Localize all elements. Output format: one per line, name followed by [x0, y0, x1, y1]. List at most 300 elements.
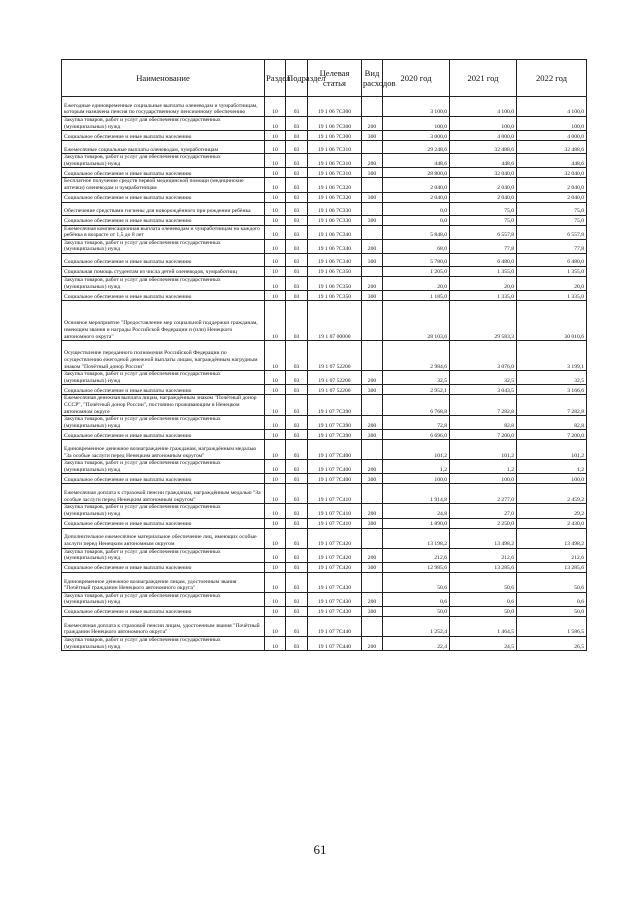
- cell-y2020: 50,0: [383, 607, 450, 617]
- cell-r: 10: [265, 276, 286, 290]
- cell-cs: 19 1 06 7С310: [308, 154, 362, 168]
- cell-y2022: 2 459,2: [517, 484, 587, 504]
- cell-r: 10: [265, 385, 286, 395]
- cell-p: 03: [286, 301, 308, 341]
- cell-r: 10: [265, 592, 286, 606]
- cell-cs: 19 1 07 7С430: [308, 572, 362, 592]
- cell-y2021: 1 335,0: [450, 291, 517, 301]
- cell-y2022: 2 430,0: [517, 518, 587, 528]
- cell-y2020: 6 768,8: [383, 395, 450, 416]
- cell-cs: 19 1 06 7С330: [308, 202, 362, 215]
- cell-p: 03: [286, 440, 308, 460]
- cell-cs: 19 1 07 7С420: [308, 548, 362, 562]
- cell-y2022: 50,6: [517, 572, 587, 592]
- cell-p: 03: [286, 518, 308, 528]
- cell-vr: 200: [362, 117, 383, 131]
- cell-vr: 200: [362, 371, 383, 385]
- cell-name: Социальное обеспечение и иные выплаты населению: [62, 385, 265, 395]
- cell-y2021: 101,2: [450, 440, 517, 460]
- cell-y2020: 2 984,6: [383, 341, 450, 371]
- table-row: [62, 440, 587, 460]
- cell-r: 10: [265, 416, 286, 430]
- cell-r: 10: [265, 239, 286, 253]
- cell-cs: 19 1 06 7С330: [308, 215, 362, 225]
- cell-y2020: 1 185,0: [383, 291, 450, 301]
- table-row: [62, 528, 587, 548]
- cell-p: 03: [286, 97, 308, 117]
- cell-r: 10: [265, 341, 286, 371]
- table-row: [62, 504, 587, 518]
- cell-y2020: 29 248,6: [383, 141, 450, 154]
- cell-y2022: 448,6: [517, 154, 587, 168]
- cell-y2021: 2 277,0: [450, 484, 517, 504]
- cell-y2020: 68,0: [383, 239, 450, 253]
- cell-p: 03: [286, 474, 308, 484]
- table-row: [62, 154, 587, 168]
- cell-r: 10: [265, 168, 286, 178]
- header-2022: 2022 год: [517, 60, 587, 97]
- cell-y2020: 0,0: [383, 215, 450, 225]
- cell-vr: [362, 178, 383, 192]
- cell-p: 03: [286, 371, 308, 385]
- cell-cs: 19 1 07 7С400: [308, 440, 362, 460]
- cell-y2022: 1 335,0: [517, 291, 587, 301]
- cell-r: 10: [265, 562, 286, 572]
- cell-cs: 19 1 07 52200: [308, 341, 362, 371]
- cell-vr: [362, 572, 383, 592]
- table-row: [62, 239, 587, 253]
- cell-r: 10: [265, 460, 286, 474]
- cell-y2021: 13 285,6: [450, 562, 517, 572]
- table-row: [62, 192, 587, 202]
- table-row: [62, 117, 587, 131]
- cell-y2021: 100,0: [450, 117, 517, 131]
- cell-name: Единовременное денежное вознаграждение лицам, удостоенным звания "Почётный гражданин Ненецкого автономного округа": [62, 572, 265, 592]
- table-row: [62, 592, 587, 606]
- cell-y2021: 82,8: [450, 416, 517, 430]
- cell-y2021: 3 043,5: [450, 385, 517, 395]
- cell-r: 10: [265, 484, 286, 504]
- cell-cs: 19 1 06 7С320: [308, 192, 362, 202]
- header-2020: 2020 год: [383, 60, 450, 97]
- cell-cs: 19 1 07 52200: [308, 371, 362, 385]
- table-row: [62, 131, 587, 141]
- cell-p: 03: [286, 141, 308, 154]
- cell-y2020: 0,0: [383, 202, 450, 215]
- cell-cs: 19 1 07 7С390: [308, 395, 362, 416]
- cell-y2022: 3 166,6: [517, 385, 587, 395]
- cell-y2020: 32,5: [383, 371, 450, 385]
- cell-y2020: 6 696,0: [383, 430, 450, 440]
- table-row: [62, 385, 587, 395]
- cell-y2020: 1 205,0: [383, 266, 450, 276]
- cell-r: 10: [265, 154, 286, 168]
- cell-name: Социальное обеспечение и иные выплаты населению: [62, 215, 265, 225]
- cell-name: Осуществление переданного полномочия Российской Федерации по осуществлению ежегодной денежной выплаты лицам, награждённым нагрудным знаком "Почётный донор России": [62, 341, 265, 371]
- table-row: [62, 371, 587, 385]
- cell-p: 03: [286, 202, 308, 215]
- cell-p: 03: [286, 192, 308, 202]
- cell-p: 03: [286, 385, 308, 395]
- cell-vr: [362, 97, 383, 117]
- table-header-row: [62, 60, 587, 97]
- cell-name: Закупка товаров, работ и услуг для обеспечения государственных (муниципальных) нужд: [62, 371, 265, 385]
- cell-cs: 19 1 06 7С300: [308, 97, 362, 117]
- cell-y2022: 77,8: [517, 239, 587, 253]
- cell-y2020: 12 985,6: [383, 562, 450, 572]
- cell-cs: 19 1 06 7С340: [308, 253, 362, 266]
- cell-name: Социальное обеспечение и иные выплаты населению: [62, 607, 265, 617]
- cell-r: 10: [265, 141, 286, 154]
- cell-y2020: 3 100,0: [383, 97, 450, 117]
- cell-vr: 200: [362, 239, 383, 253]
- cell-name: Дополнительное ежемесячное материальное обеспечение лиц, имеющих особые заслуги перед Ненецким автономным округом: [62, 528, 265, 548]
- cell-name: Социальное обеспечение и иные выплаты населению: [62, 168, 265, 178]
- cell-cs: 19 1 06 7С310: [308, 141, 362, 154]
- cell-name: Бесплатное получение средств первой медицинской помощи (медицинские аптечки) оленеводам и чумработницам: [62, 178, 265, 192]
- cell-vr: [362, 617, 383, 637]
- cell-cs: 19 1 07 7С430: [308, 592, 362, 606]
- cell-p: 03: [286, 430, 308, 440]
- cell-y2022: 75,0: [517, 202, 587, 215]
- cell-cs: 19 1 07 00000: [308, 301, 362, 341]
- cell-y2021: 6 480,0: [450, 253, 517, 266]
- cell-y2020: 101,2: [383, 440, 450, 460]
- cell-vr: 200: [362, 276, 383, 290]
- cell-y2020: 24,8: [383, 504, 450, 518]
- cell-name: Ежемесячные социальные выплаты оленеводам, чумработницам: [62, 141, 265, 154]
- cell-vr: [362, 141, 383, 154]
- cell-r: 10: [265, 395, 286, 416]
- cell-r: 10: [265, 617, 286, 637]
- cell-y2021: 50,6: [450, 572, 517, 592]
- cell-y2021: 24,5: [450, 637, 517, 651]
- cell-vr: [362, 440, 383, 460]
- cell-p: 03: [286, 215, 308, 225]
- page-number: 61: [313, 842, 327, 857]
- cell-p: 03: [286, 562, 308, 572]
- table-row: [62, 416, 587, 430]
- cell-vr: 300: [362, 607, 383, 617]
- table-row: [62, 141, 587, 154]
- cell-y2022: 100,0: [517, 474, 587, 484]
- cell-y2022: 13 285,6: [517, 562, 587, 572]
- cell-name: Закупка товаров, работ и услуг для обеспечения государственных (муниципальных) нужд: [62, 276, 265, 290]
- table-row: [62, 276, 587, 290]
- cell-p: 03: [286, 504, 308, 518]
- cell-y2021: 448,6: [450, 154, 517, 168]
- cell-y2022: 1 355,0: [517, 266, 587, 276]
- cell-r: 10: [265, 301, 286, 341]
- cell-p: 03: [286, 416, 308, 430]
- cell-r: 10: [265, 131, 286, 141]
- cell-r: 10: [265, 291, 286, 301]
- cell-p: 03: [286, 225, 308, 239]
- cell-y2020: 0,6: [383, 592, 450, 606]
- table-row: [62, 548, 587, 562]
- cell-r: 10: [265, 572, 286, 592]
- cell-p: 03: [286, 395, 308, 416]
- cell-y2021: 2 250,0: [450, 518, 517, 528]
- cell-y2021: 100,0: [450, 474, 517, 484]
- cell-vr: 300: [362, 192, 383, 202]
- cell-vr: [362, 341, 383, 371]
- cell-y2021: 75,0: [450, 202, 517, 215]
- cell-y2020: 1,2: [383, 460, 450, 474]
- cell-name: Закупка товаров, работ и услуг для обеспечения государственных (муниципальных) нужд: [62, 548, 265, 562]
- cell-r: 10: [265, 371, 286, 385]
- cell-y2022: 7 200,0: [517, 430, 587, 440]
- cell-r: 10: [265, 178, 286, 192]
- cell-p: 03: [286, 572, 308, 592]
- cell-r: 10: [265, 202, 286, 215]
- cell-name: Закупка товаров, работ и услуг для обеспечения государственных (муниципальных) нужд: [62, 154, 265, 168]
- cell-name: Социальное обеспечение и иные выплаты населению: [62, 192, 265, 202]
- cell-y2022: 4 100,0: [517, 97, 587, 117]
- cell-p: 03: [286, 341, 308, 371]
- cell-cs: 19 1 06 7С350: [308, 276, 362, 290]
- cell-y2022: 32 040,0: [517, 168, 587, 178]
- cell-p: 03: [286, 291, 308, 301]
- cell-y2022: 100,0: [517, 117, 587, 131]
- table-body: [62, 97, 587, 651]
- cell-vr: 300: [362, 291, 383, 301]
- cell-p: 03: [286, 484, 308, 504]
- cell-r: 10: [265, 607, 286, 617]
- cell-p: 03: [286, 460, 308, 474]
- cell-r: 10: [265, 504, 286, 518]
- cell-y2020: 1 890,0: [383, 518, 450, 528]
- cell-r: 10: [265, 97, 286, 117]
- budget-table: [61, 59, 587, 651]
- table-row: [62, 97, 587, 117]
- cell-y2021: 27,0: [450, 504, 517, 518]
- cell-y2021: 2 040,0: [450, 178, 517, 192]
- cell-y2020: 212,6: [383, 548, 450, 562]
- table-row: [62, 637, 587, 651]
- cell-y2021: 1 464,5: [450, 617, 517, 637]
- cell-vr: 300: [362, 562, 383, 572]
- cell-y2020: 2 952,1: [383, 385, 450, 395]
- cell-cs: 19 1 06 7С310: [308, 168, 362, 178]
- cell-y2021: 212,6: [450, 548, 517, 562]
- cell-y2022: 7 282,8: [517, 395, 587, 416]
- cell-p: 03: [286, 548, 308, 562]
- cell-cs: 19 1 07 7С420: [308, 562, 362, 572]
- cell-cs: 19 1 07 7С420: [308, 528, 362, 548]
- cell-vr: [362, 266, 383, 276]
- cell-y2021: 13 498,2: [450, 528, 517, 548]
- cell-r: 10: [265, 253, 286, 266]
- cell-cs: 19 1 06 7С350: [308, 291, 362, 301]
- cell-cs: 19 1 06 7С340: [308, 225, 362, 239]
- cell-r: 10: [265, 215, 286, 225]
- cell-y2021: 4 000,0: [450, 131, 517, 141]
- cell-cs: 19 1 07 7С430: [308, 607, 362, 617]
- cell-y2021: 32 040,0: [450, 168, 517, 178]
- cell-y2021: 3 076,0: [450, 341, 517, 371]
- cell-cs: 19 1 07 7С410: [308, 484, 362, 504]
- cell-cs: 19 1 07 7С440: [308, 637, 362, 651]
- cell-name: Социальное обеспечение и иные выплаты населению: [62, 562, 265, 572]
- cell-p: 03: [286, 168, 308, 178]
- cell-y2022: 75,0: [517, 215, 587, 225]
- cell-y2020: 5 780,0: [383, 253, 450, 266]
- cell-vr: [362, 301, 383, 341]
- cell-vr: 200: [362, 460, 383, 474]
- cell-y2020: 1 914,8: [383, 484, 450, 504]
- cell-vr: [362, 528, 383, 548]
- cell-y2020: 72,8: [383, 416, 450, 430]
- cell-name: Ежемесячная доплата к страховой пенсии лицам, удостоенным звания "Почётный гражданин Ненецкого автономного округа": [62, 617, 265, 637]
- table-row: [62, 253, 587, 266]
- table-row: [62, 341, 587, 371]
- header-subsection: Подраздел: [286, 60, 308, 97]
- cell-name: Закупка товаров, работ и услуг для обеспечения государственных (муниципальных) нужд: [62, 460, 265, 474]
- table-row: [62, 607, 587, 617]
- cell-cs: 19 1 07 7С410: [308, 504, 362, 518]
- table-row: [62, 460, 587, 474]
- cell-y2022: 13 498,2: [517, 528, 587, 548]
- cell-p: 03: [286, 253, 308, 266]
- cell-vr: 300: [362, 168, 383, 178]
- cell-y2021: 29 583,3: [450, 301, 517, 341]
- cell-y2021: 2 040,0: [450, 192, 517, 202]
- cell-y2022: 50,0: [517, 607, 587, 617]
- cell-y2021: 4 100,0: [450, 97, 517, 117]
- table-row: [62, 395, 587, 416]
- cell-y2020: 2 040,0: [383, 178, 450, 192]
- cell-y2021: 32,5: [450, 371, 517, 385]
- cell-y2020: 100,0: [383, 117, 450, 131]
- cell-y2022: 0,6: [517, 592, 587, 606]
- cell-p: 03: [286, 637, 308, 651]
- cell-p: 03: [286, 117, 308, 131]
- cell-r: 10: [265, 548, 286, 562]
- cell-name: Единовременное денежное вознаграждение гражданам, награждённым медалью "За особые заслуги перед Ненецким автономным округом": [62, 440, 265, 460]
- cell-vr: 200: [362, 548, 383, 562]
- cell-vr: 200: [362, 416, 383, 430]
- cell-p: 03: [286, 276, 308, 290]
- cell-name: Закупка товаров, работ и услуг для обеспечения государственных (муниципальных) нужд: [62, 416, 265, 430]
- cell-vr: 300: [362, 131, 383, 141]
- cell-p: 03: [286, 239, 308, 253]
- cell-r: 10: [265, 528, 286, 548]
- cell-name: Закупка товаров, работ и услуг для обеспечения государственных (муниципальных) нужд: [62, 239, 265, 253]
- cell-cs: 19 1 07 52200: [308, 385, 362, 395]
- cell-name: Социальное обеспечение и иные выплаты населению: [62, 131, 265, 141]
- cell-r: 10: [265, 192, 286, 202]
- cell-cs: 19 1 06 7С320: [308, 178, 362, 192]
- cell-name: Закупка товаров, работ и услуг для обеспечения государственных (муниципальных) нужд: [62, 592, 265, 606]
- table-row: [62, 562, 587, 572]
- cell-p: 03: [286, 592, 308, 606]
- cell-y2022: 2 040,0: [517, 192, 587, 202]
- cell-y2021: 1,2: [450, 460, 517, 474]
- cell-name: Социальное обеспечение и иные выплаты населению: [62, 474, 265, 484]
- cell-cs: 19 1 07 7С410: [308, 518, 362, 528]
- cell-y2020: 13 198,2: [383, 528, 450, 548]
- cell-p: 03: [286, 131, 308, 141]
- cell-p: 03: [286, 528, 308, 548]
- cell-y2022: 82,8: [517, 416, 587, 430]
- cell-y2022: 26,5: [517, 637, 587, 651]
- cell-vr: 200: [362, 504, 383, 518]
- cell-y2021: 20,0: [450, 276, 517, 290]
- cell-y2022: 32,5: [517, 371, 587, 385]
- table-row: [62, 168, 587, 178]
- cell-r: 10: [265, 440, 286, 460]
- cell-y2020: 20,0: [383, 276, 450, 290]
- cell-y2022: 6 557,8: [517, 225, 587, 239]
- cell-cs: 19 1 06 7С340: [308, 239, 362, 253]
- cell-name: Ежемесячная денежная выплата лицам, награждённым знаком "Почётный донор СССР", "Почётный донор России", постоянно проживающим в Ненецком автономном округе: [62, 395, 265, 416]
- cell-cs: 19 1 07 7С400: [308, 460, 362, 474]
- table-row: [62, 266, 587, 276]
- cell-name: Закупка товаров, работ и услуг для обеспечения государственных (муниципальных) нужд: [62, 117, 265, 131]
- cell-y2021: 50,0: [450, 607, 517, 617]
- cell-y2022: 6 480,0: [517, 253, 587, 266]
- cell-name: Ежемесячная доплата к страховой пенсии гражданам, награждённым медалью "За особые заслуги перед Ненецким автономным округом": [62, 484, 265, 504]
- cell-y2020: 2 040,0: [383, 192, 450, 202]
- table-row: [62, 215, 587, 225]
- cell-cs: 19 1 07 7С390: [308, 416, 362, 430]
- cell-y2020: 28 800,0: [383, 168, 450, 178]
- cell-name: Ежегодные единовременные социальные выплаты оленеводам и чумработницам, которым назначена пенсия по государственному пенсионному обеспечению: [62, 97, 265, 117]
- cell-name: Основное мероприятие "Предоставление мер социальной поддержки гражданам, имеющим звания и награды Российской Федерации и (или) Ненецкого автономного округа": [62, 301, 265, 341]
- cell-y2021: 77,8: [450, 239, 517, 253]
- cell-cs: 19 1 07 7С400: [308, 474, 362, 484]
- cell-y2020: 5 848,0: [383, 225, 450, 239]
- table-row: [62, 291, 587, 301]
- cell-p: 03: [286, 607, 308, 617]
- table-row: [62, 202, 587, 215]
- cell-cs: 19 1 06 7С300: [308, 131, 362, 141]
- cell-y2022: 1,2: [517, 460, 587, 474]
- table-row: [62, 225, 587, 239]
- cell-name: Закупка товаров, работ и услуг для обеспечения государственных (муниципальных) нужд: [62, 637, 265, 651]
- cell-r: 10: [265, 225, 286, 239]
- cell-y2021: 0,6: [450, 592, 517, 606]
- cell-y2020: 100,0: [383, 474, 450, 484]
- cell-y2021: 75,0: [450, 215, 517, 225]
- cell-vr: 200: [362, 592, 383, 606]
- cell-y2021: 1 355,0: [450, 266, 517, 276]
- cell-y2022: 29,2: [517, 504, 587, 518]
- cell-vr: [362, 225, 383, 239]
- cell-name: Обеспечение средствами гигиены для новорождённого при рождении ребёнка: [62, 202, 265, 215]
- header-name: Наименование: [62, 60, 265, 97]
- header-target: Целевая статья: [308, 60, 362, 97]
- cell-cs: 19 1 07 7С390: [308, 430, 362, 440]
- cell-r: 10: [265, 430, 286, 440]
- cell-name: Социальное обеспечение и иные выплаты населению: [62, 291, 265, 301]
- cell-y2021: 6 557,8: [450, 225, 517, 239]
- cell-y2022: 30 010,6: [517, 301, 587, 341]
- cell-y2022: 32 488,6: [517, 141, 587, 154]
- cell-y2020: 50,6: [383, 572, 450, 592]
- cell-y2022: 4 000,0: [517, 131, 587, 141]
- cell-vr: 300: [362, 518, 383, 528]
- cell-cs: 19 1 06 7С300: [308, 117, 362, 131]
- cell-vr: [362, 395, 383, 416]
- cell-vr: 300: [362, 253, 383, 266]
- cell-vr: 200: [362, 637, 383, 651]
- cell-y2022: 1 586,5: [517, 617, 587, 637]
- cell-y2020: 1 252,4: [383, 617, 450, 637]
- header-section: Раздел: [265, 60, 286, 97]
- cell-name: Социальное обеспечение и иные выплаты населению: [62, 518, 265, 528]
